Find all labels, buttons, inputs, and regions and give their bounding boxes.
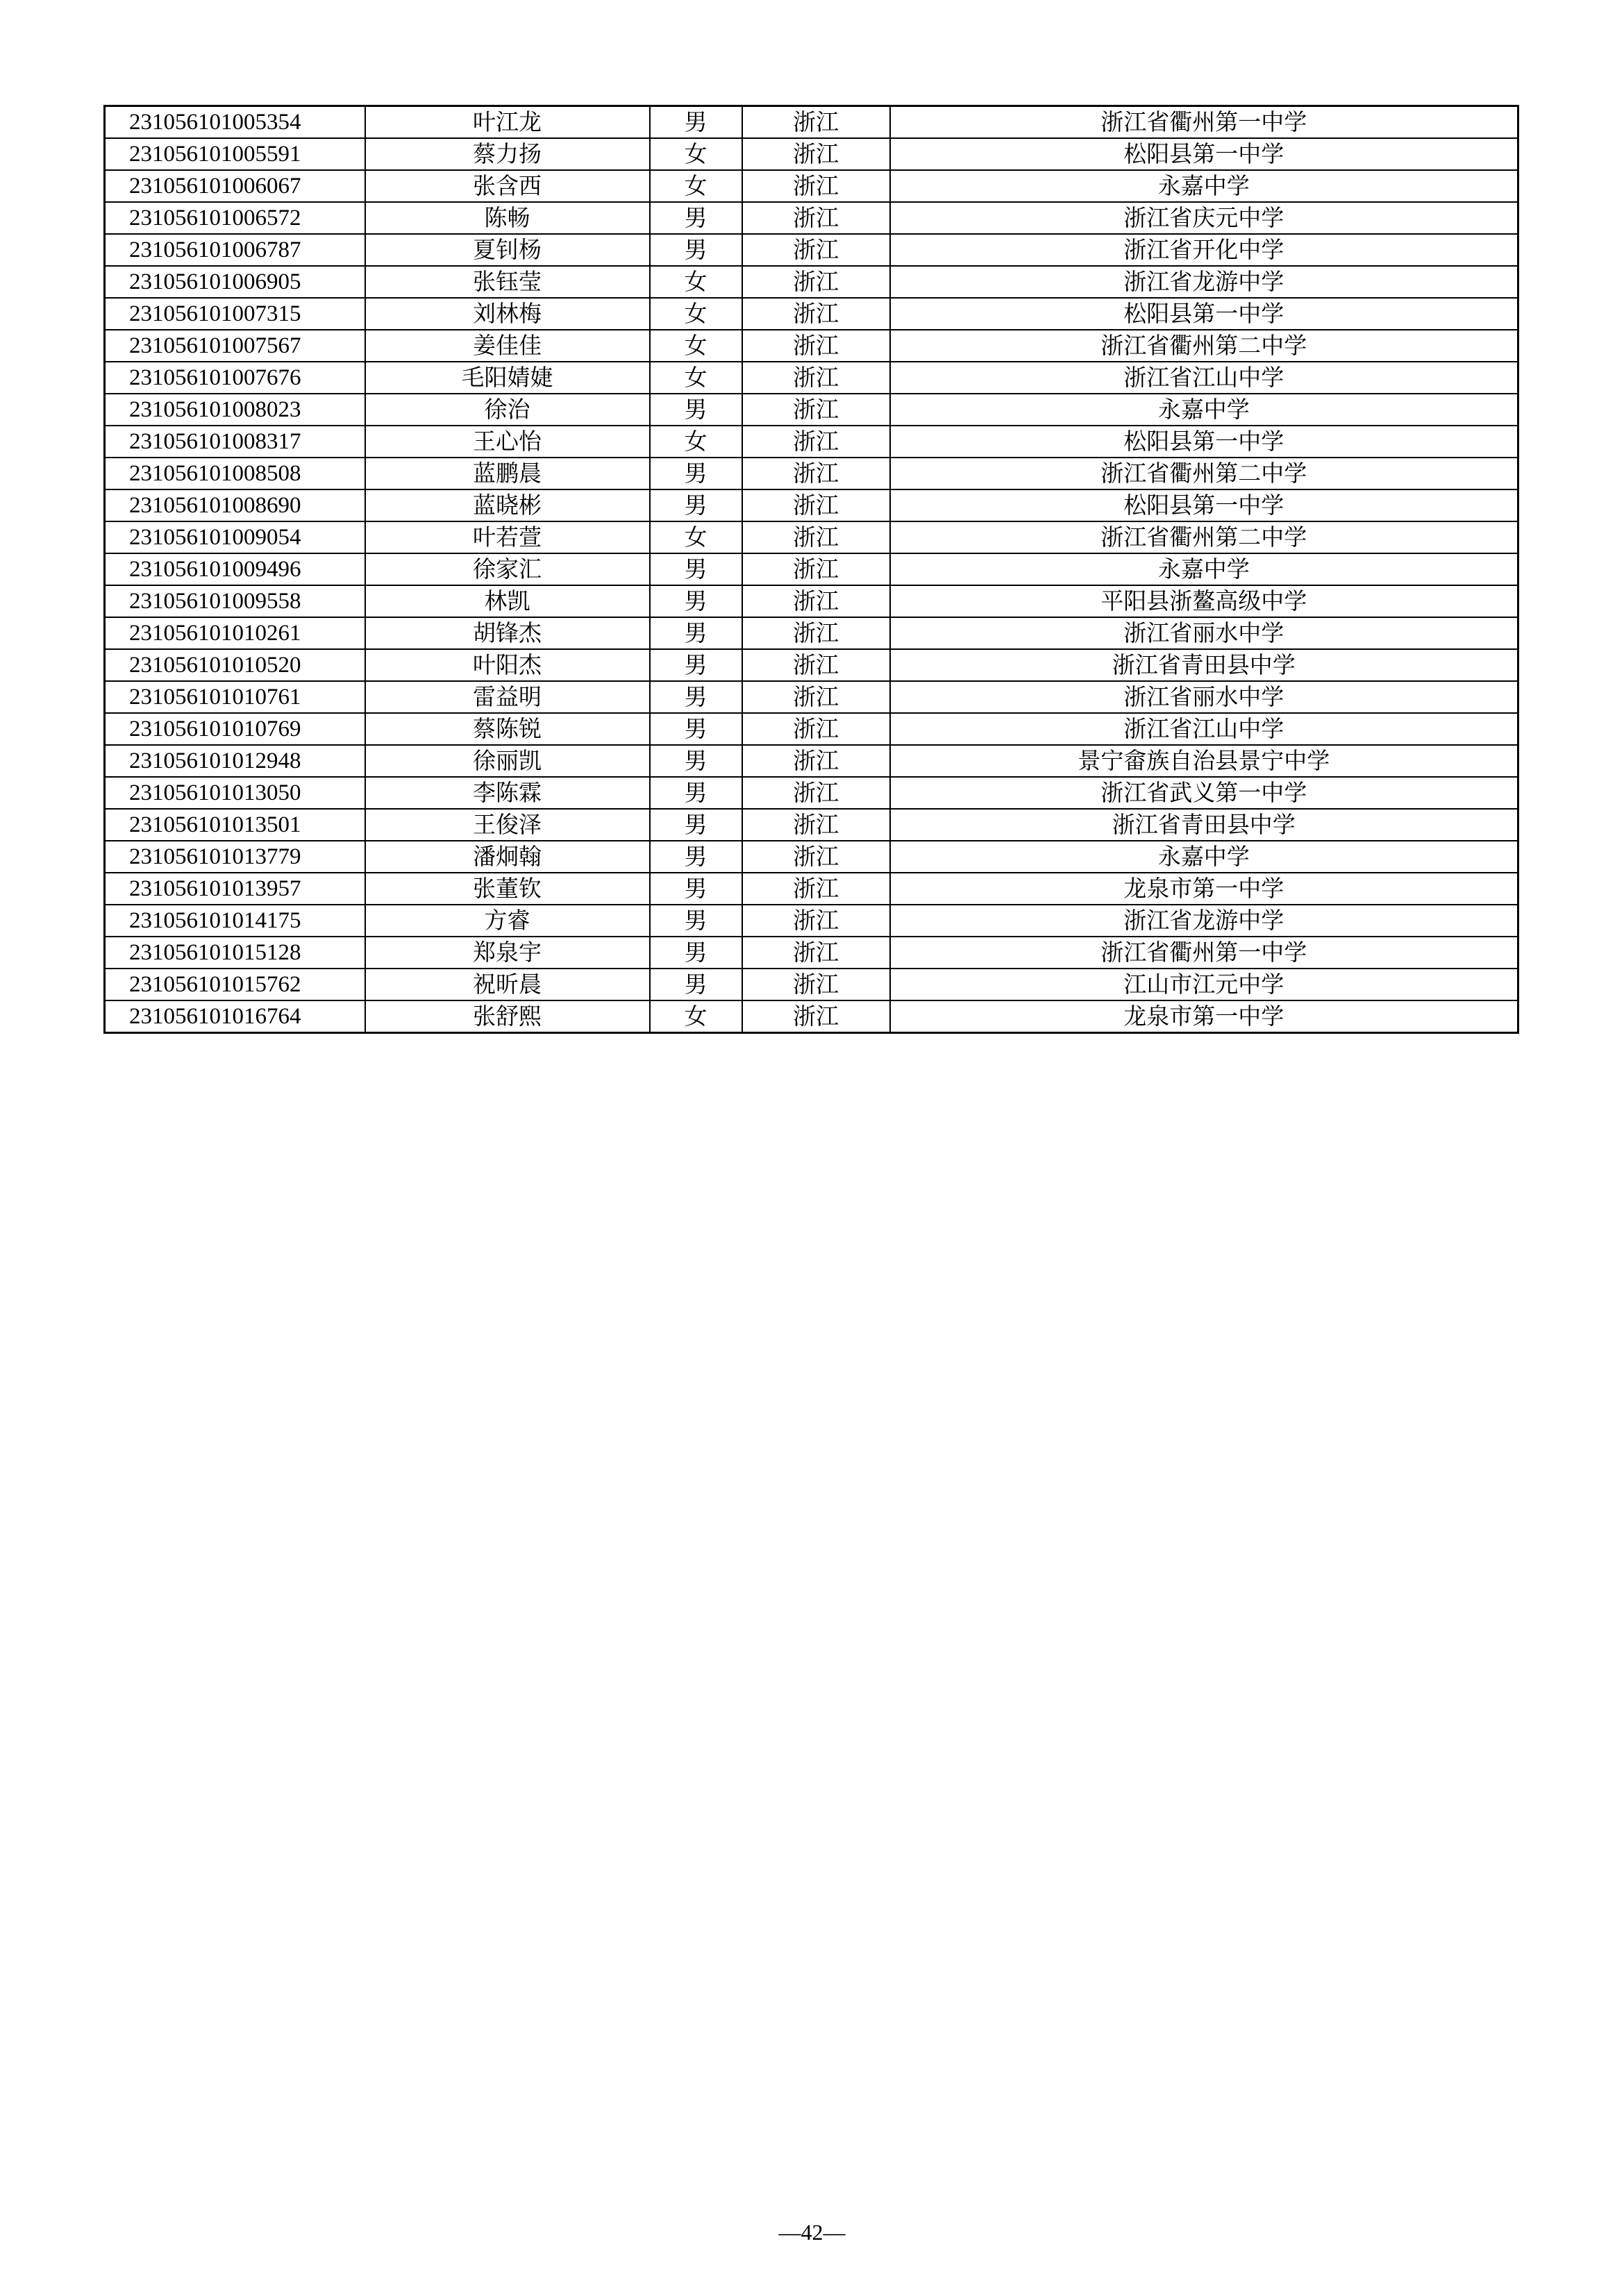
table-row bbox=[105, 426, 1518, 458]
table-row bbox=[105, 809, 1518, 841]
exam-id-cell: 231056101006067 bbox=[105, 170, 365, 202]
school-cell: 浙江省开化中学 bbox=[890, 234, 1518, 266]
name-cell: 张钰莹 bbox=[365, 266, 650, 298]
table-row bbox=[105, 489, 1518, 521]
table-row bbox=[105, 777, 1518, 809]
name-cell: 夏钊杨 bbox=[365, 234, 650, 266]
exam-id-cell: 231056101007676 bbox=[105, 362, 365, 394]
gender-cell: 男 bbox=[650, 777, 742, 809]
school-cell: 浙江省龙游中学 bbox=[890, 905, 1518, 937]
exam-id-cell: 231056101015762 bbox=[105, 969, 365, 1000]
table-row bbox=[105, 266, 1518, 298]
exam-id-cell: 231056101008690 bbox=[105, 489, 365, 521]
table-row bbox=[105, 1000, 1518, 1033]
gender-cell: 男 bbox=[650, 969, 742, 1000]
province-cell: 浙江 bbox=[742, 681, 890, 713]
school-cell: 松阳县第一中学 bbox=[890, 298, 1518, 330]
school-cell: 永嘉中学 bbox=[890, 394, 1518, 426]
province-cell: 浙江 bbox=[742, 426, 890, 458]
school-cell: 松阳县第一中学 bbox=[890, 426, 1518, 458]
school-cell: 浙江省庆元中学 bbox=[890, 202, 1518, 234]
school-cell: 永嘉中学 bbox=[890, 553, 1518, 585]
exam-id-cell: 231056101015128 bbox=[105, 937, 365, 969]
table-row bbox=[105, 937, 1518, 969]
table-row bbox=[105, 969, 1518, 1000]
table-row bbox=[105, 106, 1518, 139]
school-cell: 浙江省龙游中学 bbox=[890, 266, 1518, 298]
name-cell: 张含西 bbox=[365, 170, 650, 202]
province-cell: 浙江 bbox=[742, 713, 890, 745]
name-cell: 叶江龙 bbox=[365, 106, 650, 139]
table-row bbox=[105, 553, 1518, 585]
gender-cell: 男 bbox=[650, 489, 742, 521]
table-row bbox=[105, 521, 1518, 553]
exam-id-cell: 231056101014175 bbox=[105, 905, 365, 937]
school-cell: 浙江省武义第一中学 bbox=[890, 777, 1518, 809]
province-cell: 浙江 bbox=[742, 458, 890, 489]
exam-id-cell: 231056101010261 bbox=[105, 617, 365, 649]
exam-id-cell: 231056101006787 bbox=[105, 234, 365, 266]
table-row bbox=[105, 458, 1518, 489]
province-cell: 浙江 bbox=[742, 617, 890, 649]
province-cell: 浙江 bbox=[742, 266, 890, 298]
table-row bbox=[105, 394, 1518, 426]
province-cell: 浙江 bbox=[742, 330, 890, 362]
province-cell: 浙江 bbox=[742, 234, 890, 266]
table-row bbox=[105, 617, 1518, 649]
name-cell: 毛阳婧婕 bbox=[365, 362, 650, 394]
school-cell: 永嘉中学 bbox=[890, 841, 1518, 873]
school-cell: 松阳县第一中学 bbox=[890, 489, 1518, 521]
name-cell: 郑泉宇 bbox=[365, 937, 650, 969]
province-cell: 浙江 bbox=[742, 553, 890, 585]
school-cell: 平阳县浙鳌高级中学 bbox=[890, 585, 1518, 617]
gender-cell: 男 bbox=[650, 905, 742, 937]
table-row bbox=[105, 713, 1518, 745]
name-cell: 张董钦 bbox=[365, 873, 650, 905]
province-cell: 浙江 bbox=[742, 170, 890, 202]
province-cell: 浙江 bbox=[742, 649, 890, 681]
school-cell: 浙江省衢州第一中学 bbox=[890, 937, 1518, 969]
name-cell: 徐丽凯 bbox=[365, 745, 650, 777]
exam-id-cell: 231056101013050 bbox=[105, 777, 365, 809]
table-row bbox=[105, 202, 1518, 234]
table-row bbox=[105, 745, 1518, 777]
gender-cell: 男 bbox=[650, 937, 742, 969]
province-cell: 浙江 bbox=[742, 106, 890, 139]
school-cell: 浙江省青田县中学 bbox=[890, 649, 1518, 681]
gender-cell: 男 bbox=[650, 458, 742, 489]
gender-cell: 男 bbox=[650, 234, 742, 266]
gender-cell: 男 bbox=[650, 649, 742, 681]
exam-id-cell: 231056101010769 bbox=[105, 713, 365, 745]
province-cell: 浙江 bbox=[742, 873, 890, 905]
name-cell: 张舒熙 bbox=[365, 1000, 650, 1033]
gender-cell: 男 bbox=[650, 617, 742, 649]
name-cell: 潘炯翰 bbox=[365, 841, 650, 873]
name-cell: 雷益明 bbox=[365, 681, 650, 713]
name-cell: 叶阳杰 bbox=[365, 649, 650, 681]
province-cell: 浙江 bbox=[742, 585, 890, 617]
school-cell: 浙江省衢州第一中学 bbox=[890, 106, 1518, 139]
exam-id-cell: 231056101010761 bbox=[105, 681, 365, 713]
exam-id-cell: 231056101016764 bbox=[105, 1000, 365, 1033]
name-cell: 祝昕晨 bbox=[365, 969, 650, 1000]
admission-list-table bbox=[103, 105, 1519, 1034]
gender-cell: 男 bbox=[650, 106, 742, 139]
gender-cell: 女 bbox=[650, 521, 742, 553]
school-cell: 浙江省衢州第二中学 bbox=[890, 330, 1518, 362]
gender-cell: 男 bbox=[650, 553, 742, 585]
gender-cell: 女 bbox=[650, 138, 742, 170]
school-cell: 永嘉中学 bbox=[890, 170, 1518, 202]
gender-cell: 女 bbox=[650, 298, 742, 330]
province-cell: 浙江 bbox=[742, 745, 890, 777]
exam-id-cell: 231056101005354 bbox=[105, 106, 365, 139]
gender-cell: 男 bbox=[650, 713, 742, 745]
table-row bbox=[105, 362, 1518, 394]
exam-id-cell: 231056101009496 bbox=[105, 553, 365, 585]
gender-cell: 女 bbox=[650, 362, 742, 394]
school-cell: 浙江省江山中学 bbox=[890, 362, 1518, 394]
table-row bbox=[105, 841, 1518, 873]
table-row bbox=[105, 585, 1518, 617]
gender-cell: 男 bbox=[650, 873, 742, 905]
exam-id-cell: 231056101007315 bbox=[105, 298, 365, 330]
table-row bbox=[105, 234, 1518, 266]
name-cell: 陈畅 bbox=[365, 202, 650, 234]
province-cell: 浙江 bbox=[742, 489, 890, 521]
name-cell: 姜佳佳 bbox=[365, 330, 650, 362]
province-cell: 浙江 bbox=[742, 202, 890, 234]
province-cell: 浙江 bbox=[742, 937, 890, 969]
gender-cell: 男 bbox=[650, 681, 742, 713]
gender-cell: 女 bbox=[650, 170, 742, 202]
school-cell: 龙泉市第一中学 bbox=[890, 1000, 1518, 1033]
name-cell: 蓝晓彬 bbox=[365, 489, 650, 521]
table-row bbox=[105, 170, 1518, 202]
school-cell: 浙江省江山中学 bbox=[890, 713, 1518, 745]
name-cell: 蔡陈锐 bbox=[365, 713, 650, 745]
name-cell: 方睿 bbox=[365, 905, 650, 937]
gender-cell: 男 bbox=[650, 585, 742, 617]
name-cell: 蔡力扬 bbox=[365, 138, 650, 170]
exam-id-cell: 231056101013501 bbox=[105, 809, 365, 841]
name-cell: 李陈霖 bbox=[365, 777, 650, 809]
table-body bbox=[105, 106, 1518, 1033]
exam-id-cell: 231056101013957 bbox=[105, 873, 365, 905]
province-cell: 浙江 bbox=[742, 521, 890, 553]
gender-cell: 男 bbox=[650, 394, 742, 426]
name-cell: 蓝鹏晨 bbox=[365, 458, 650, 489]
province-cell: 浙江 bbox=[742, 1000, 890, 1033]
name-cell: 刘林梅 bbox=[365, 298, 650, 330]
exam-id-cell: 231056101005591 bbox=[105, 138, 365, 170]
exam-id-cell: 231056101007567 bbox=[105, 330, 365, 362]
gender-cell: 男 bbox=[650, 202, 742, 234]
gender-cell: 女 bbox=[650, 266, 742, 298]
exam-id-cell: 231056101008317 bbox=[105, 426, 365, 458]
province-cell: 浙江 bbox=[742, 841, 890, 873]
school-cell: 浙江省衢州第二中学 bbox=[890, 521, 1518, 553]
exam-id-cell: 231056101006905 bbox=[105, 266, 365, 298]
table-row bbox=[105, 905, 1518, 937]
province-cell: 浙江 bbox=[742, 298, 890, 330]
exam-id-cell: 231056101008508 bbox=[105, 458, 365, 489]
table-row bbox=[105, 649, 1518, 681]
gender-cell: 女 bbox=[650, 426, 742, 458]
table-row bbox=[105, 298, 1518, 330]
gender-cell: 男 bbox=[650, 809, 742, 841]
exam-id-cell: 231056101006572 bbox=[105, 202, 365, 234]
name-cell: 徐家汇 bbox=[365, 553, 650, 585]
name-cell: 王心怡 bbox=[365, 426, 650, 458]
table-row bbox=[105, 138, 1518, 170]
page-number: —42— bbox=[778, 2220, 846, 2245]
name-cell: 叶若萱 bbox=[365, 521, 650, 553]
province-cell: 浙江 bbox=[742, 394, 890, 426]
exam-id-cell: 231056101009558 bbox=[105, 585, 365, 617]
gender-cell: 女 bbox=[650, 1000, 742, 1033]
table-row bbox=[105, 873, 1518, 905]
province-cell: 浙江 bbox=[742, 809, 890, 841]
gender-cell: 男 bbox=[650, 841, 742, 873]
exam-id-cell: 231056101009054 bbox=[105, 521, 365, 553]
school-cell: 松阳县第一中学 bbox=[890, 138, 1518, 170]
province-cell: 浙江 bbox=[742, 905, 890, 937]
school-cell: 江山市江元中学 bbox=[890, 969, 1518, 1000]
exam-id-cell: 231056101013779 bbox=[105, 841, 365, 873]
gender-cell: 女 bbox=[650, 330, 742, 362]
gender-cell: 男 bbox=[650, 745, 742, 777]
school-cell: 浙江省青田县中学 bbox=[890, 809, 1518, 841]
exam-id-cell: 231056101008023 bbox=[105, 394, 365, 426]
province-cell: 浙江 bbox=[742, 969, 890, 1000]
school-cell: 景宁畲族自治县景宁中学 bbox=[890, 745, 1518, 777]
table-row bbox=[105, 330, 1518, 362]
table-row bbox=[105, 681, 1518, 713]
province-cell: 浙江 bbox=[742, 777, 890, 809]
province-cell: 浙江 bbox=[742, 362, 890, 394]
name-cell: 林凯 bbox=[365, 585, 650, 617]
name-cell: 胡锋杰 bbox=[365, 617, 650, 649]
name-cell: 徐治 bbox=[365, 394, 650, 426]
school-cell: 浙江省衢州第二中学 bbox=[890, 458, 1518, 489]
school-cell: 龙泉市第一中学 bbox=[890, 873, 1518, 905]
school-cell: 浙江省丽水中学 bbox=[890, 617, 1518, 649]
exam-id-cell: 231056101012948 bbox=[105, 745, 365, 777]
name-cell: 王俊泽 bbox=[365, 809, 650, 841]
exam-id-cell: 231056101010520 bbox=[105, 649, 365, 681]
school-cell: 浙江省丽水中学 bbox=[890, 681, 1518, 713]
province-cell: 浙江 bbox=[742, 138, 890, 170]
